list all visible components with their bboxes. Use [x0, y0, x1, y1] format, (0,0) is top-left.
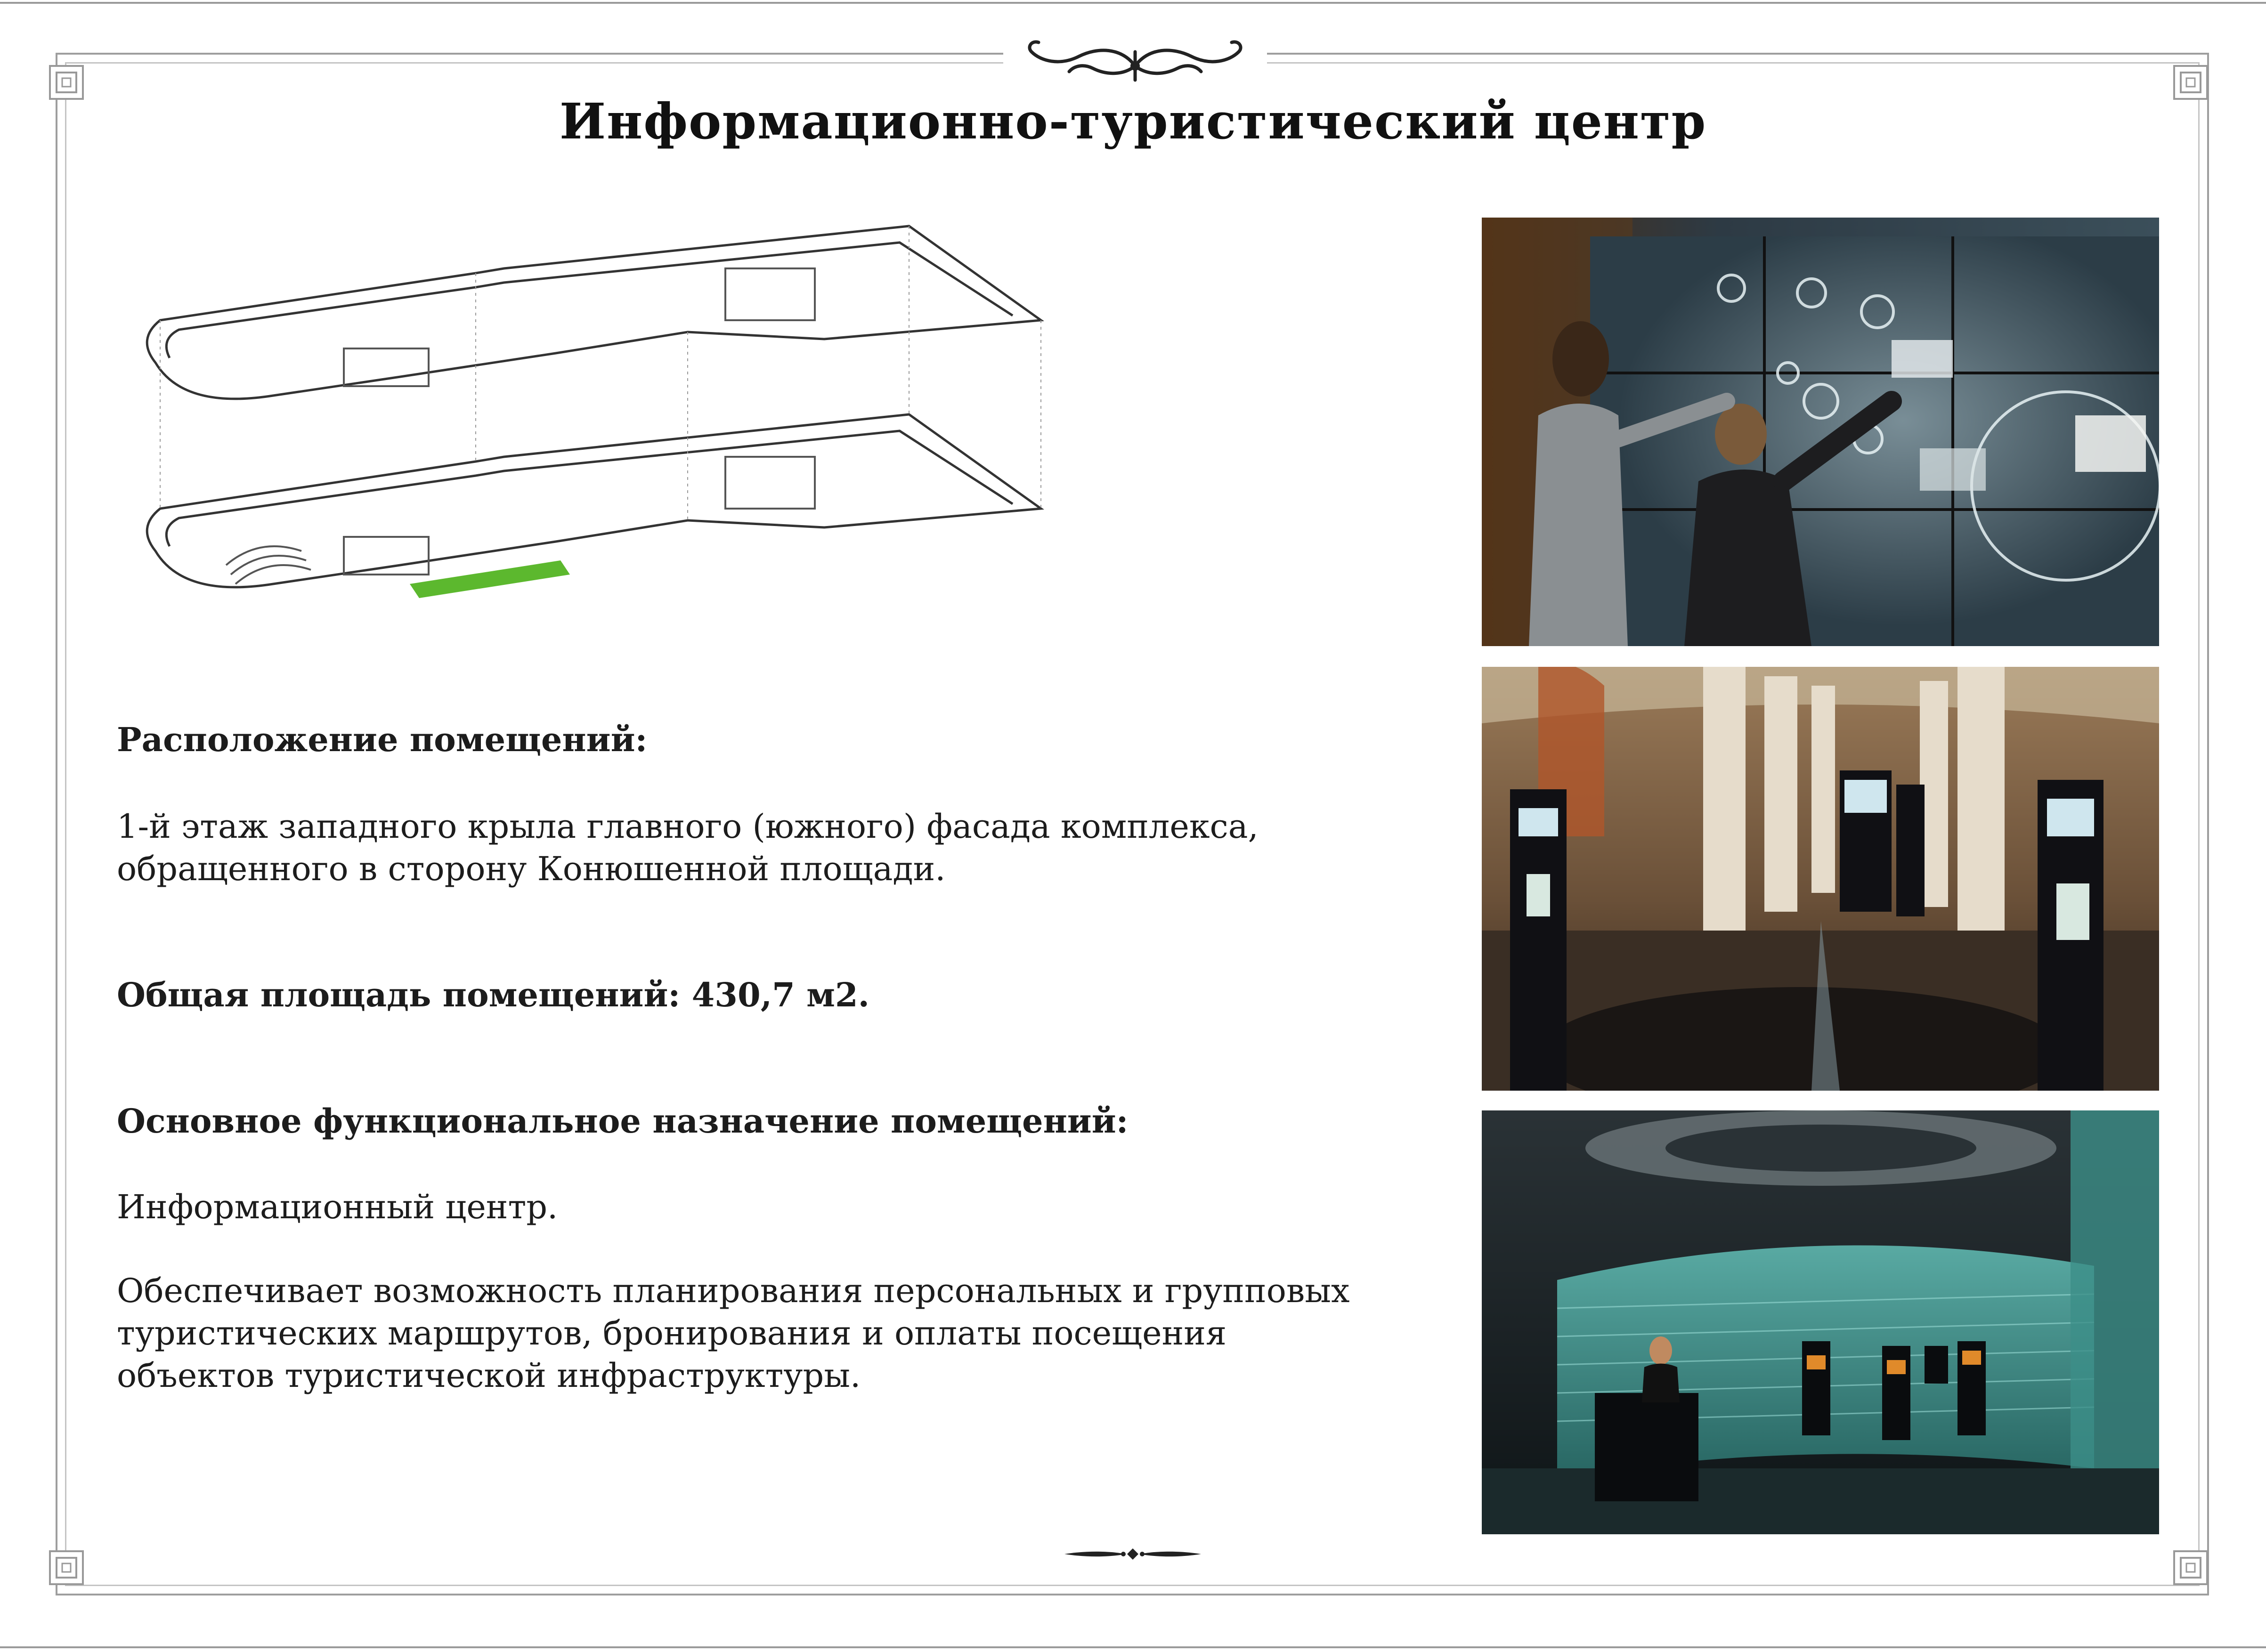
area-text: Общая площадь помещений: 430,7 м2.	[117, 975, 870, 1014]
bottom-divider-ornament	[1060, 1540, 1206, 1568]
corner-ornament-bottom-right	[2173, 1550, 2208, 1585]
page-title: Информационно-туристический центр	[559, 92, 1707, 150]
top-edge-line	[0, 2, 2266, 4]
purpose-line-1: Обеспечивает возможность планирования персональных и групповых	[117, 1271, 1350, 1310]
purpose-line-3: объектов туристической инфраструктуры.	[117, 1356, 861, 1395]
location-heading: Расположение помещений:	[117, 720, 648, 759]
photo-touch-wall	[1482, 218, 2159, 646]
photo-round-info-desk	[1482, 1110, 2159, 1534]
floor-plan-diagram	[118, 198, 1069, 640]
bottom-edge-line	[0, 1646, 2266, 1648]
photo-kiosk-hall	[1482, 667, 2159, 1091]
top-flourish-ornament	[1003, 28, 1267, 89]
purpose-line-2: туристических маршрутов, бронирования и оплаты посещения	[117, 1314, 1227, 1352]
purpose-main: Информационный центр.	[117, 1188, 558, 1226]
location-line-2: обращенного в сторону Конюшенной площади.	[117, 850, 946, 888]
location-line-1: 1-й этаж западного крыла главного (южного) фасада комплекса,	[117, 807, 1259, 846]
highlighted-room-area	[410, 560, 570, 598]
corner-ornament-bottom-left	[49, 1550, 84, 1585]
purpose-heading: Основное функциональное назначение помещений:	[117, 1101, 1129, 1141]
